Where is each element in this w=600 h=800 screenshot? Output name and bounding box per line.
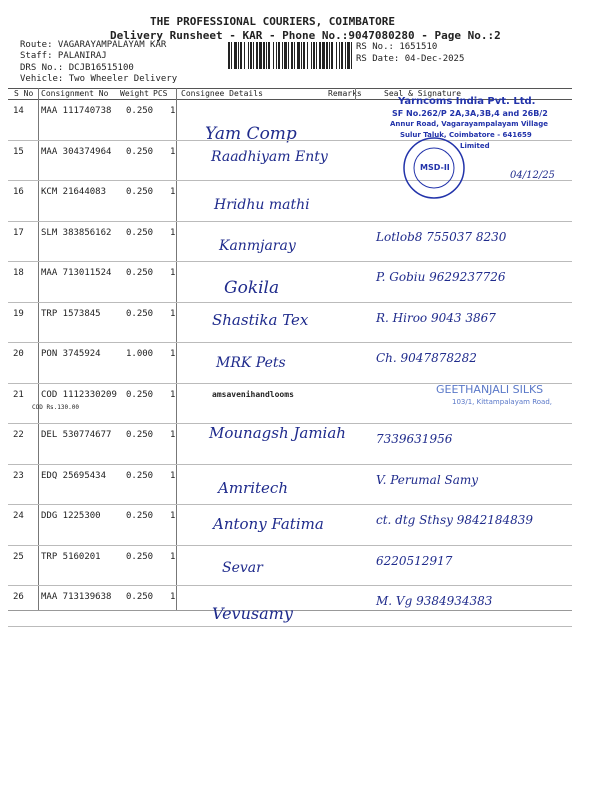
rs-date: RS Date: 04-Dec-2025 — [356, 54, 465, 64]
geethanjali-stamp — [436, 383, 552, 406]
col-seal-signature: Seal & Signature — [384, 89, 462, 98]
pcs-count: 1 — [170, 308, 176, 319]
handwritten-signature: M. Vg 9384934383 — [376, 594, 493, 608]
table-row — [8, 343, 572, 383]
consignment-number: TRP 5160201 — [41, 551, 101, 562]
pcs-count: 1 — [170, 470, 176, 481]
cod-amount: COD Rs.130.00 — [32, 403, 79, 411]
table-row — [8, 222, 572, 262]
table-row — [8, 424, 572, 464]
stamp-company: Yarncoms India Pvt. Ltd. — [398, 96, 536, 107]
weight-value: 0.250 — [126, 146, 154, 157]
pcs-count: 1 — [170, 511, 176, 521]
geethanjali-name: GEETHANJALI SILKS — [436, 383, 544, 396]
consignee-name: amsavenihandlooms — [212, 389, 294, 399]
stamp-msd: MSD-II — [420, 163, 450, 172]
weight-value: 0.250 — [126, 430, 154, 440]
handwritten-consignee: Kanmjaray — [219, 237, 296, 254]
serial-number: 21 — [13, 389, 24, 400]
handwritten-signature: Ch. 9047878282 — [376, 351, 477, 365]
pcs-count: 1 — [170, 430, 176, 440]
handwritten-consignee: Antony Fatima — [213, 515, 324, 533]
handwritten-consignee: Vevusamy — [212, 604, 293, 623]
consignment-number: COD 1112330209 — [41, 389, 117, 400]
weight-value: 0.250 — [126, 268, 154, 278]
handwritten-signature: Lotlob8 755037 8230 — [376, 229, 507, 244]
consignment-number: MAA 111740738 — [41, 106, 112, 116]
serial-number: 15 — [13, 146, 24, 157]
handwritten-signature: V. Perumal Samy — [376, 472, 479, 487]
serial-number: 17 — [13, 227, 24, 238]
staff-info: Staff: PALANIRAJ — [20, 51, 107, 61]
weight-value: 0.250 — [126, 106, 154, 116]
handwritten-signature: 6220512917 — [376, 553, 453, 568]
table-row — [8, 303, 572, 343]
handwritten-consignee: Sevar — [222, 559, 263, 576]
table-row — [8, 546, 572, 586]
serial-number: 22 — [13, 430, 24, 440]
col-weight: Weight — [120, 89, 149, 98]
handwritten-signature: ct. dtg Sthsy 9842184839 — [376, 513, 534, 527]
pcs-count: 1 — [170, 389, 176, 400]
serial-number: 18 — [13, 268, 24, 278]
table-row — [8, 262, 572, 302]
handwritten-consignee: MRK Pets — [216, 355, 286, 371]
pcs-count: 1 — [170, 227, 176, 238]
pcs-count: 1 — [170, 592, 176, 602]
geethanjali-address: 103/1, Kittampalayam Road, — [452, 398, 552, 406]
stamp-date: 04/12/25 — [510, 170, 555, 181]
stamp-address-1: SF No.262/P 2A,3A,3B,4 and 26B/2 — [392, 109, 548, 118]
consignment-number: MAA 304374964 — [41, 146, 112, 157]
weight-value: 0.250 — [126, 592, 154, 602]
weight-value: 1.000 — [126, 349, 154, 359]
pcs-count: 1 — [170, 106, 176, 116]
pcs-count: 1 — [170, 349, 176, 359]
pcs-count: 1 — [170, 187, 176, 197]
runsheet-title: Delivery Runsheet - KAR - Phone No.:9047080280 - Page No.:2 — [110, 29, 501, 42]
weight-value: 0.250 — [126, 308, 154, 319]
serial-number: 19 — [13, 308, 24, 319]
drs-info: DRS No.: DCJB16515100 — [20, 63, 134, 73]
consignment-number: DEL 530774677 — [41, 430, 112, 440]
barcode — [228, 42, 352, 69]
consignment-number: MAA 713011524 — [41, 268, 112, 278]
divider-remarks — [355, 88, 356, 100]
table-row — [8, 465, 572, 505]
pcs-count: 1 — [170, 146, 176, 157]
handwritten-consignee: Raadhiyam Enty — [211, 148, 328, 165]
consignment-number: SLM 383856162 — [41, 227, 112, 238]
table-row — [8, 586, 572, 626]
col-consignment: Consignment No — [41, 89, 109, 98]
consignment-number: EDQ 25695434 — [41, 470, 107, 481]
serial-number: 25 — [13, 551, 24, 562]
handwritten-consignee: Yam Comp — [205, 124, 297, 144]
serial-number: 26 — [13, 592, 24, 602]
weight-value: 0.250 — [126, 187, 154, 197]
rs-number: RS No.: 1651510 — [356, 42, 438, 52]
weight-value: 0.250 — [126, 470, 154, 481]
handwritten-consignee: Hridhu mathi — [214, 197, 310, 213]
handwritten-consignee: Amritech — [218, 478, 288, 497]
handwritten-signature: P. Gobiu 9629237726 — [376, 270, 506, 284]
col-consignee: Consignee Details — [181, 89, 263, 98]
serial-number: 23 — [13, 470, 24, 481]
pcs-count: 1 — [170, 268, 176, 278]
pcs-count: 1 — [170, 551, 176, 562]
serial-number: 16 — [13, 187, 24, 197]
consignment-number: DDG 1225300 — [41, 511, 101, 521]
route-info: Route: VAGARAYAMPALAYAM KAR — [20, 40, 167, 50]
handwritten-signature: R. Hiroo 9043 3867 — [376, 310, 496, 325]
consignment-number: PON 3745924 — [41, 349, 101, 359]
weight-value: 0.250 — [126, 511, 154, 521]
yarncoms-stamp — [390, 96, 556, 206]
stamp-address-3: Sulur Taluk, Coimbatore - 641659 — [400, 131, 532, 139]
consignment-number: TRP 1573845 — [41, 308, 101, 319]
row-rule — [8, 626, 572, 627]
serial-number: 14 — [13, 106, 24, 116]
weight-value: 0.250 — [126, 227, 154, 238]
vehicle-info: Vehicle: Two Wheeler Delivery — [20, 74, 178, 84]
stamp-limited: Limited — [460, 142, 490, 150]
table-row — [8, 505, 572, 545]
col-pcs: PCS — [153, 89, 168, 98]
handwritten-consignee: Shastika Tex — [212, 310, 309, 329]
weight-value: 0.250 — [126, 551, 154, 562]
serial-number: 24 — [13, 511, 24, 521]
handwritten-signature: 7339631956 — [376, 432, 453, 446]
weight-value: 0.250 — [126, 389, 154, 400]
company-title: THE PROFESSIONAL COURIERS, COIMBATORE — [150, 15, 396, 28]
stamp-address-2: Annur Road, Vagarayampalayam Village — [390, 120, 548, 128]
col-sno: S No — [14, 89, 34, 98]
serial-number: 20 — [13, 349, 24, 359]
handwritten-consignee: Gokila — [224, 278, 280, 298]
handwritten-consignee: Mounagsh Jamiah — [209, 424, 346, 442]
consignment-number: KCM 21644083 — [41, 187, 107, 197]
consignment-number: MAA 713139638 — [41, 592, 112, 602]
col-remarks: Remarks — [328, 89, 362, 98]
